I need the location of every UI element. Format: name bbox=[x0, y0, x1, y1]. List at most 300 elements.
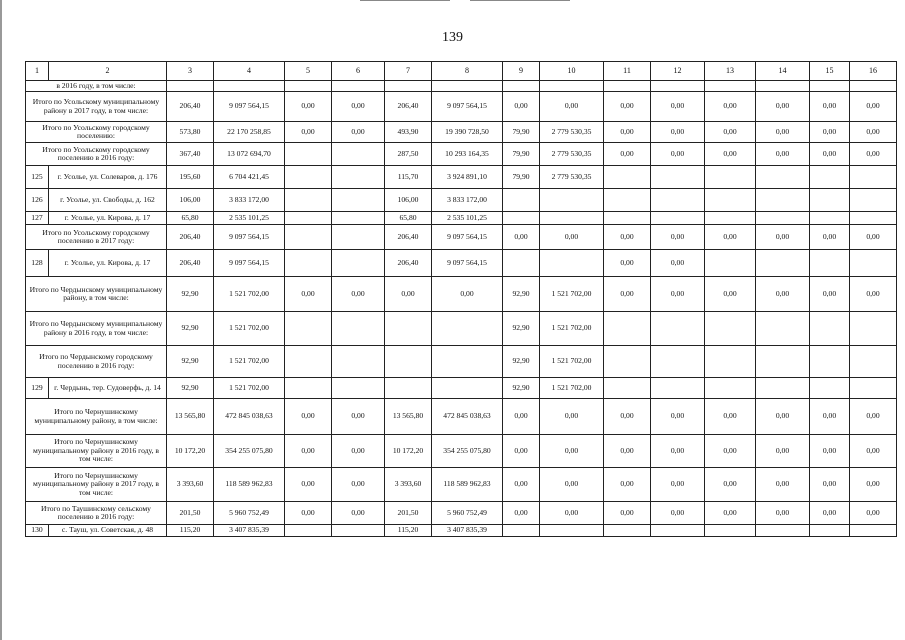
table-cell: 0,00 bbox=[432, 277, 503, 312]
table-cell: 2 779 530,35 bbox=[540, 122, 604, 143]
table-cell: 3 833 172,00 bbox=[432, 189, 503, 212]
table-cell bbox=[651, 81, 705, 92]
row-number: 127 bbox=[26, 212, 49, 225]
table-cell: 1 521 702,00 bbox=[214, 277, 285, 312]
table-cell bbox=[540, 212, 604, 225]
column-header: 6 bbox=[332, 62, 385, 81]
total-label: Итого по Таушинскому сельскому поселению в 2016 году: bbox=[26, 502, 167, 525]
table-cell bbox=[332, 212, 385, 225]
table-cell bbox=[432, 346, 503, 378]
table-cell bbox=[651, 346, 705, 378]
table-cell: 0,00 bbox=[285, 502, 332, 525]
row-number: 129 bbox=[26, 378, 49, 399]
table-cell bbox=[385, 346, 432, 378]
table-cell: 3 833 172,00 bbox=[214, 189, 285, 212]
table-cell: 0,00 bbox=[705, 502, 756, 525]
top-rule bbox=[470, 0, 570, 1]
table-cell bbox=[332, 346, 385, 378]
table-cell: 0,00 bbox=[540, 468, 604, 502]
table-cell bbox=[756, 81, 810, 92]
table-cell: 201,50 bbox=[385, 502, 432, 525]
table-cell: 115,20 bbox=[385, 525, 432, 537]
table-row-total bbox=[26, 468, 897, 502]
table-cell bbox=[850, 378, 897, 399]
table-cell bbox=[810, 250, 850, 277]
table-cell: 92,90 bbox=[167, 312, 214, 346]
table-cell: 493,90 bbox=[385, 122, 432, 143]
table-cell bbox=[810, 525, 850, 537]
table-cell: 0,00 bbox=[850, 122, 897, 143]
table-row-total bbox=[26, 122, 897, 143]
table-cell bbox=[756, 189, 810, 212]
table-cell bbox=[332, 378, 385, 399]
table-cell: 79,90 bbox=[503, 122, 540, 143]
table-cell bbox=[756, 250, 810, 277]
scan-edge bbox=[0, 0, 2, 640]
table-row-total bbox=[26, 312, 897, 346]
table-cell bbox=[705, 81, 756, 92]
table-cell: 354 255 075,80 bbox=[214, 435, 285, 468]
table-cell: 573,80 bbox=[167, 122, 214, 143]
table-cell: 0,00 bbox=[810, 468, 850, 502]
table-cell: 0,00 bbox=[503, 225, 540, 250]
table-cell: 0,00 bbox=[651, 143, 705, 166]
table-cell: 0,00 bbox=[651, 225, 705, 250]
table-cell bbox=[705, 189, 756, 212]
table-cell: 0,00 bbox=[756, 435, 810, 468]
table-row-total bbox=[26, 143, 897, 166]
table-cell: 0,00 bbox=[756, 502, 810, 525]
column-header: 1 bbox=[26, 62, 49, 81]
table-cell: 1 521 702,00 bbox=[540, 346, 604, 378]
table-cell bbox=[756, 525, 810, 537]
table-cell bbox=[850, 312, 897, 346]
table-cell: 0,00 bbox=[540, 92, 604, 122]
address-label: г. Чердынь, тер. Судоверфь, д. 14 bbox=[49, 378, 167, 399]
column-header: 13 bbox=[705, 62, 756, 81]
column-header: 3 bbox=[167, 62, 214, 81]
table-cell: 9 097 564,15 bbox=[214, 92, 285, 122]
table-cell: 206,40 bbox=[167, 225, 214, 250]
table-cell bbox=[332, 225, 385, 250]
table-cell bbox=[705, 346, 756, 378]
table-cell: 0,00 bbox=[756, 92, 810, 122]
header-row bbox=[26, 62, 897, 81]
table-cell: 0,00 bbox=[810, 143, 850, 166]
address-label: г. Усолье, ул. Солеваров, д. 176 bbox=[49, 166, 167, 189]
table-cell: 3 393,60 bbox=[385, 468, 432, 502]
table-cell: 0,00 bbox=[332, 122, 385, 143]
table-cell: 3 393,60 bbox=[167, 468, 214, 502]
table-cell bbox=[385, 378, 432, 399]
row-number: 126 bbox=[26, 189, 49, 212]
table-cell bbox=[503, 525, 540, 537]
table-row-total bbox=[26, 81, 897, 92]
table-cell bbox=[167, 81, 214, 92]
table-cell: 65,80 bbox=[167, 212, 214, 225]
table-cell bbox=[850, 525, 897, 537]
table-cell bbox=[503, 81, 540, 92]
table-cell: 206,40 bbox=[167, 92, 214, 122]
table-cell: 0,00 bbox=[604, 225, 651, 250]
table-cell: 0,00 bbox=[850, 225, 897, 250]
table-cell: 0,00 bbox=[540, 225, 604, 250]
table-row-total bbox=[26, 225, 897, 250]
table-cell: 472 845 038,63 bbox=[432, 399, 503, 435]
table-row-total bbox=[26, 346, 897, 378]
table-cell: 0,00 bbox=[332, 277, 385, 312]
table-cell: 0,00 bbox=[705, 225, 756, 250]
table-cell: 3 407 835,39 bbox=[432, 525, 503, 537]
total-label: Итого по Чердынскому муниципальному району, в том числе: bbox=[26, 277, 167, 312]
table-cell bbox=[540, 81, 604, 92]
table-cell: 0,00 bbox=[705, 468, 756, 502]
table-cell bbox=[850, 346, 897, 378]
table-cell: 0,00 bbox=[503, 92, 540, 122]
table-cell bbox=[604, 212, 651, 225]
table-cell: 0,00 bbox=[850, 92, 897, 122]
table-cell: 115,20 bbox=[167, 525, 214, 537]
table-cell bbox=[285, 312, 332, 346]
table-cell: 3 924 891,10 bbox=[432, 166, 503, 189]
table-cell bbox=[285, 189, 332, 212]
address-label: г. Усолье, ул. Свободы, д. 162 bbox=[49, 189, 167, 212]
table-cell: 0,00 bbox=[705, 143, 756, 166]
table-cell bbox=[705, 166, 756, 189]
table-cell: 0,00 bbox=[285, 122, 332, 143]
table-cell: 206,40 bbox=[385, 225, 432, 250]
table-cell: 106,00 bbox=[385, 189, 432, 212]
table-cell: 0,00 bbox=[756, 143, 810, 166]
column-header: 12 bbox=[651, 62, 705, 81]
table-cell: 19 390 728,50 bbox=[432, 122, 503, 143]
table-cell bbox=[705, 212, 756, 225]
table-cell bbox=[850, 166, 897, 189]
table-row-total bbox=[26, 502, 897, 525]
total-label: Итого по Усольскому городскому поселению в 2017 году: bbox=[26, 225, 167, 250]
table-cell: 0,00 bbox=[705, 277, 756, 312]
table-cell: 1 521 702,00 bbox=[540, 312, 604, 346]
table-row-total bbox=[26, 399, 897, 435]
table-cell: 9 097 564,15 bbox=[214, 250, 285, 277]
table-cell: 0,00 bbox=[651, 92, 705, 122]
table-cell: 0,00 bbox=[756, 399, 810, 435]
table-cell: 92,90 bbox=[503, 378, 540, 399]
table-cell: 0,00 bbox=[285, 277, 332, 312]
table-cell: 0,00 bbox=[850, 435, 897, 468]
table-cell: 0,00 bbox=[810, 435, 850, 468]
column-header: 9 bbox=[503, 62, 540, 81]
table-cell: 0,00 bbox=[332, 502, 385, 525]
table-cell bbox=[756, 166, 810, 189]
table-cell bbox=[332, 189, 385, 212]
table-cell: 118 589 962,83 bbox=[432, 468, 503, 502]
address-label: г. Усолье, ул. Кирова, д. 17 bbox=[49, 250, 167, 277]
table-cell: 0,00 bbox=[503, 468, 540, 502]
table-cell bbox=[540, 250, 604, 277]
table-cell: 3 407 835,39 bbox=[214, 525, 285, 537]
table-cell bbox=[332, 312, 385, 346]
table-cell bbox=[540, 525, 604, 537]
table-cell bbox=[850, 212, 897, 225]
table-cell: 92,90 bbox=[503, 277, 540, 312]
table-cell: 472 845 038,63 bbox=[214, 399, 285, 435]
table-cell bbox=[385, 312, 432, 346]
table-cell bbox=[756, 346, 810, 378]
table-cell: 0,00 bbox=[385, 277, 432, 312]
table-cell: 10 172,20 bbox=[385, 435, 432, 468]
table-cell: 2 779 530,35 bbox=[540, 143, 604, 166]
table-cell: 79,90 bbox=[503, 166, 540, 189]
table-cell: 0,00 bbox=[332, 468, 385, 502]
table-cell: 206,40 bbox=[385, 92, 432, 122]
row-number: 128 bbox=[26, 250, 49, 277]
table-cell: 0,00 bbox=[604, 250, 651, 277]
table-cell: 9 097 564,15 bbox=[432, 92, 503, 122]
table-cell: 0,00 bbox=[705, 435, 756, 468]
table-cell: 10 293 164,35 bbox=[432, 143, 503, 166]
table-cell: 0,00 bbox=[651, 435, 705, 468]
table-cell bbox=[432, 81, 503, 92]
table-cell: 0,00 bbox=[540, 399, 604, 435]
table-cell bbox=[285, 166, 332, 189]
table-cell: 13 565,80 bbox=[385, 399, 432, 435]
table-cell bbox=[810, 189, 850, 212]
table-cell bbox=[503, 189, 540, 212]
table-row-address bbox=[26, 166, 897, 189]
table-cell: 354 255 075,80 bbox=[432, 435, 503, 468]
table-cell: 9 097 564,15 bbox=[432, 225, 503, 250]
table-cell bbox=[332, 166, 385, 189]
column-header: 4 bbox=[214, 62, 285, 81]
total-label: Итого по Чернушинскому муниципальному району, в том числе: bbox=[26, 399, 167, 435]
table-cell: 13 565,80 bbox=[167, 399, 214, 435]
table-cell: 0,00 bbox=[651, 468, 705, 502]
table-cell: 79,90 bbox=[503, 143, 540, 166]
table-cell: 9 097 564,15 bbox=[214, 225, 285, 250]
table-cell: 0,00 bbox=[850, 399, 897, 435]
column-header: 15 bbox=[810, 62, 850, 81]
table-cell: 1 521 702,00 bbox=[540, 277, 604, 312]
table-cell: 0,00 bbox=[810, 502, 850, 525]
table-cell bbox=[756, 312, 810, 346]
table-cell: 367,40 bbox=[167, 143, 214, 166]
table-cell bbox=[651, 312, 705, 346]
table-cell: 0,00 bbox=[503, 435, 540, 468]
table-row-total bbox=[26, 277, 897, 312]
table-cell: 0,00 bbox=[705, 399, 756, 435]
table-cell: 0,00 bbox=[651, 399, 705, 435]
table-row-address bbox=[26, 250, 897, 277]
table-cell bbox=[285, 212, 332, 225]
top-rule bbox=[360, 0, 450, 1]
total-label: Итого по Чернушинскому муниципальному району в 2016 году, в том числе: bbox=[26, 435, 167, 468]
table-cell: 0,00 bbox=[604, 143, 651, 166]
table-cell bbox=[604, 81, 651, 92]
total-label: в 2016 году, в том числе: bbox=[26, 81, 167, 92]
table-cell bbox=[332, 143, 385, 166]
table-cell: 0,00 bbox=[756, 277, 810, 312]
table-cell bbox=[332, 81, 385, 92]
table-cell: 0,00 bbox=[705, 122, 756, 143]
table-cell: 118 589 962,83 bbox=[214, 468, 285, 502]
table-cell bbox=[810, 346, 850, 378]
column-header: 11 bbox=[604, 62, 651, 81]
table-cell: 0,00 bbox=[540, 435, 604, 468]
table-cell: 65,80 bbox=[385, 212, 432, 225]
table-row-total bbox=[26, 92, 897, 122]
table-cell: 0,00 bbox=[705, 92, 756, 122]
table-cell: 0,00 bbox=[604, 502, 651, 525]
table-cell: 9 097 564,15 bbox=[432, 250, 503, 277]
total-label: Итого по Усольскому городскому поселению: bbox=[26, 122, 167, 143]
table-cell bbox=[604, 346, 651, 378]
table-row-total bbox=[26, 435, 897, 468]
table-cell bbox=[810, 312, 850, 346]
table-cell: 0,00 bbox=[810, 92, 850, 122]
table-cell: 1 521 702,00 bbox=[214, 346, 285, 378]
table-cell bbox=[385, 81, 432, 92]
table-cell: 0,00 bbox=[332, 399, 385, 435]
table-cell bbox=[332, 250, 385, 277]
total-label: Итого по Усольскому муниципальному району в 2017 году, в том числе: bbox=[26, 92, 167, 122]
table-cell: 0,00 bbox=[285, 92, 332, 122]
table-cell: 0,00 bbox=[850, 468, 897, 502]
table-cell bbox=[332, 525, 385, 537]
column-header: 7 bbox=[385, 62, 432, 81]
table-cell: 195,60 bbox=[167, 166, 214, 189]
table-cell bbox=[285, 143, 332, 166]
table-cell: 287,50 bbox=[385, 143, 432, 166]
table-cell bbox=[651, 166, 705, 189]
table-cell: 0,00 bbox=[604, 277, 651, 312]
table-cell: 2 535 101,25 bbox=[432, 212, 503, 225]
table-cell bbox=[705, 525, 756, 537]
table-cell bbox=[651, 189, 705, 212]
table-row-address bbox=[26, 525, 897, 537]
table-cell bbox=[432, 378, 503, 399]
table-cell: 0,00 bbox=[503, 399, 540, 435]
table-cell: 0,00 bbox=[604, 435, 651, 468]
table-cell bbox=[285, 225, 332, 250]
table-cell: 0,00 bbox=[810, 277, 850, 312]
table-cell: 22 170 258,85 bbox=[214, 122, 285, 143]
row-number: 130 bbox=[26, 525, 49, 537]
table-cell: 6 704 421,45 bbox=[214, 166, 285, 189]
table-cell bbox=[705, 250, 756, 277]
table-cell: 1 521 702,00 bbox=[540, 378, 604, 399]
table-cell: 92,90 bbox=[503, 312, 540, 346]
table-cell: 0,00 bbox=[651, 250, 705, 277]
table-cell: 2 779 530,35 bbox=[540, 166, 604, 189]
table-cell bbox=[604, 166, 651, 189]
table-cell bbox=[604, 378, 651, 399]
table-cell bbox=[604, 525, 651, 537]
table-cell bbox=[810, 378, 850, 399]
table-cell: 0,00 bbox=[850, 502, 897, 525]
table-row-address bbox=[26, 189, 897, 212]
table-cell: 0,00 bbox=[604, 399, 651, 435]
table-cell bbox=[214, 81, 285, 92]
table-cell: 0,00 bbox=[810, 122, 850, 143]
table-cell: 0,00 bbox=[285, 468, 332, 502]
table-cell bbox=[756, 212, 810, 225]
table-row-address bbox=[26, 378, 897, 399]
table-cell: 0,00 bbox=[756, 225, 810, 250]
table-cell bbox=[810, 166, 850, 189]
table-cell bbox=[285, 525, 332, 537]
table-cell bbox=[850, 81, 897, 92]
table-cell bbox=[285, 378, 332, 399]
table-cell: 106,00 bbox=[167, 189, 214, 212]
table-cell bbox=[810, 81, 850, 92]
table-cell: 0,00 bbox=[756, 122, 810, 143]
column-header: 5 bbox=[285, 62, 332, 81]
table-cell bbox=[285, 346, 332, 378]
table-cell: 0,00 bbox=[604, 468, 651, 502]
column-header: 8 bbox=[432, 62, 503, 81]
table-cell bbox=[540, 189, 604, 212]
table-cell: 0,00 bbox=[810, 225, 850, 250]
column-header: 10 bbox=[540, 62, 604, 81]
total-label: Итого по Чердынскому муниципальному району в 2016 году, в том числе: bbox=[26, 312, 167, 346]
table-cell: 115,70 bbox=[385, 166, 432, 189]
table-cell: 1 521 702,00 bbox=[214, 378, 285, 399]
table-cell: 10 172,20 bbox=[167, 435, 214, 468]
table-cell bbox=[285, 250, 332, 277]
table-cell: 92,90 bbox=[167, 378, 214, 399]
table-cell: 0,00 bbox=[651, 277, 705, 312]
table-cell bbox=[604, 189, 651, 212]
table-cell bbox=[503, 212, 540, 225]
table-cell bbox=[432, 312, 503, 346]
table-cell bbox=[756, 378, 810, 399]
table-cell: 0,00 bbox=[604, 92, 651, 122]
table-cell: 5 960 752,49 bbox=[214, 502, 285, 525]
table-cell bbox=[651, 212, 705, 225]
table-cell: 92,90 bbox=[167, 277, 214, 312]
total-label: Итого по Чернушинскому муниципальному району в 2017 году, в том числе: bbox=[26, 468, 167, 502]
table-cell: 1 521 702,00 bbox=[214, 312, 285, 346]
table-cell: 92,90 bbox=[167, 346, 214, 378]
table-cell bbox=[850, 189, 897, 212]
table-cell: 13 072 694,70 bbox=[214, 143, 285, 166]
page-number: 139 bbox=[442, 30, 463, 45]
table-cell: 206,40 bbox=[385, 250, 432, 277]
table-cell bbox=[705, 378, 756, 399]
table-cell: 0,00 bbox=[503, 502, 540, 525]
table-cell: 0,00 bbox=[332, 435, 385, 468]
table-cell: 0,00 bbox=[850, 143, 897, 166]
table-cell: 0,00 bbox=[285, 399, 332, 435]
total-label: Итого по Усольскому городскому поселению в 2016 году: bbox=[26, 143, 167, 166]
table-cell: 0,00 bbox=[285, 435, 332, 468]
table-cell bbox=[651, 525, 705, 537]
table-cell: 0,00 bbox=[651, 122, 705, 143]
table-cell bbox=[503, 250, 540, 277]
column-header: 16 bbox=[850, 62, 897, 81]
table-cell: 0,00 bbox=[850, 277, 897, 312]
table-cell: 0,00 bbox=[651, 502, 705, 525]
total-label: Итого по Чердынскому городскому поселению в 2016 году: bbox=[26, 346, 167, 378]
table-cell: 2 535 101,25 bbox=[214, 212, 285, 225]
column-header: 2 bbox=[49, 62, 167, 81]
table-cell: 5 960 752,49 bbox=[432, 502, 503, 525]
table-cell bbox=[604, 312, 651, 346]
row-number: 125 bbox=[26, 166, 49, 189]
table-cell bbox=[705, 312, 756, 346]
table-cell: 0,00 bbox=[604, 122, 651, 143]
